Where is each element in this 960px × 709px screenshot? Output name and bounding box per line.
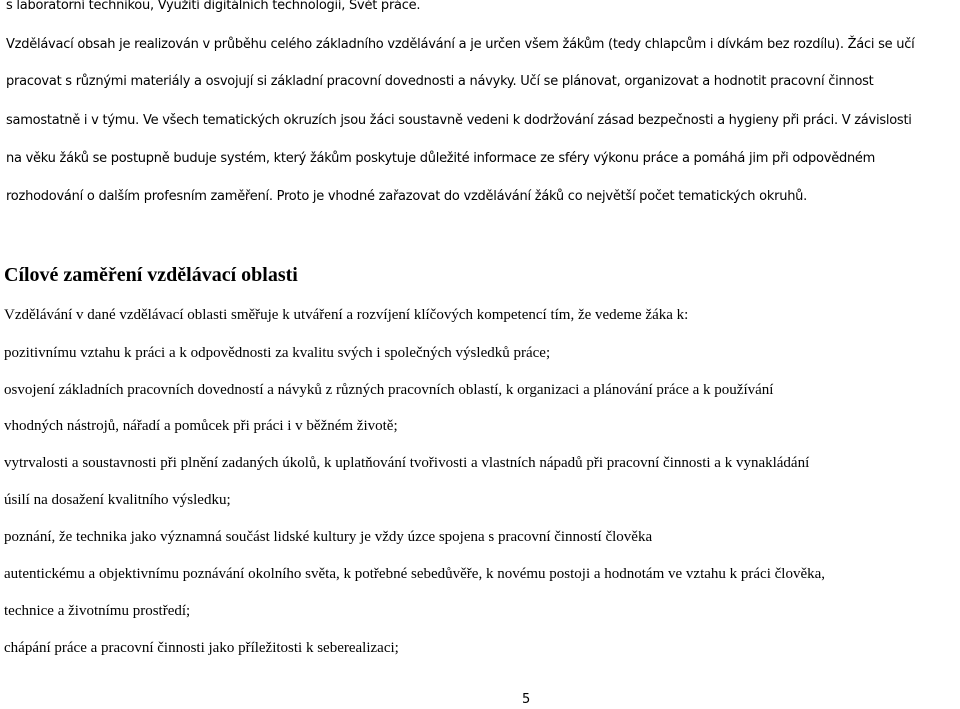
goal-line-1: pozitivnímu vztahu k práci a k odpovědnosti za kvalitu svých i společných výsledků práce; (4, 345, 551, 361)
page-number: 5 (522, 692, 531, 707)
section-heading: Cílové zaměření vzdělávací oblasti (4, 264, 298, 286)
intro-line-5: na věku žáků se postupně buduje systém, který žákům poskytuje důležité informace ze sféry výkonu práce a pomáhá jim při odpovědném (6, 151, 876, 166)
goal-line-6: poznání, že technika jako významná součást lidské kultury je vždy úzce spojena s pracovní činností člověka (4, 529, 653, 545)
goal-line-7: autentickému a objektivnímu poznávání okolního světa, k potřebné sebedůvěře, k novému postoji a hodnotám ve vztahu k práci člověka, (4, 566, 826, 582)
goal-line-4: vytrvalosti a soustavnosti při plnění zadaných úkolů, k uplatňování tvořivosti a vlastních nápadů při pracovní činnosti a k vynakládání (4, 455, 810, 471)
intro-line-6: rozhodování o dalším profesním zaměření. Proto je vhodné zařazovat do vzdělávání žáků co největší počet tematických okruhů. (6, 189, 808, 204)
goal-line-2: osvojení základních pracovních dovedností a návyků z různých pracovních oblastí, k organizaci a plánování práce a k používání (4, 382, 774, 398)
intro-line-4: samostatně i v týmu. Ve všech tematických okruzích jsou žáci soustavně vedeni k dodržování zásad bezpečnosti a hygieny při práci. V závislosti (6, 113, 912, 128)
goal-line-3: vhodných nástrojů, nářadí a pomůcek při práci i v běžném životě; (4, 418, 398, 434)
intro-line-2: Vzdělávací obsah je realizován v průběhu celého základního vzdělávání a je určen všem žákům (tedy chlapcům i dívkám bez rozdílu). Žáci se učí (6, 37, 915, 52)
intro-line-1: s laboratorní technikou, Využití digitálních technologií, Svět práce. (6, 0, 421, 13)
goal-line-8: technice a životnímu prostředí; (4, 603, 191, 619)
section-intro-line: Vzdělávání v dané vzdělávací oblasti směřuje k utváření a rozvíjení klíčových kompetencí tím, že vedeme žáka k: (4, 307, 689, 323)
goal-line-5: úsilí na dosažení kvalitního výsledku; (4, 492, 231, 508)
goal-line-9: chápání práce a pracovní činnosti jako příležitosti k seberealizaci; (4, 640, 399, 656)
intro-line-3: pracovat s různými materiály a osvojují si základní pracovní dovednosti a návyky. Učí se plánovat, organizovat a hodnotit pracovní činnost (6, 74, 874, 89)
